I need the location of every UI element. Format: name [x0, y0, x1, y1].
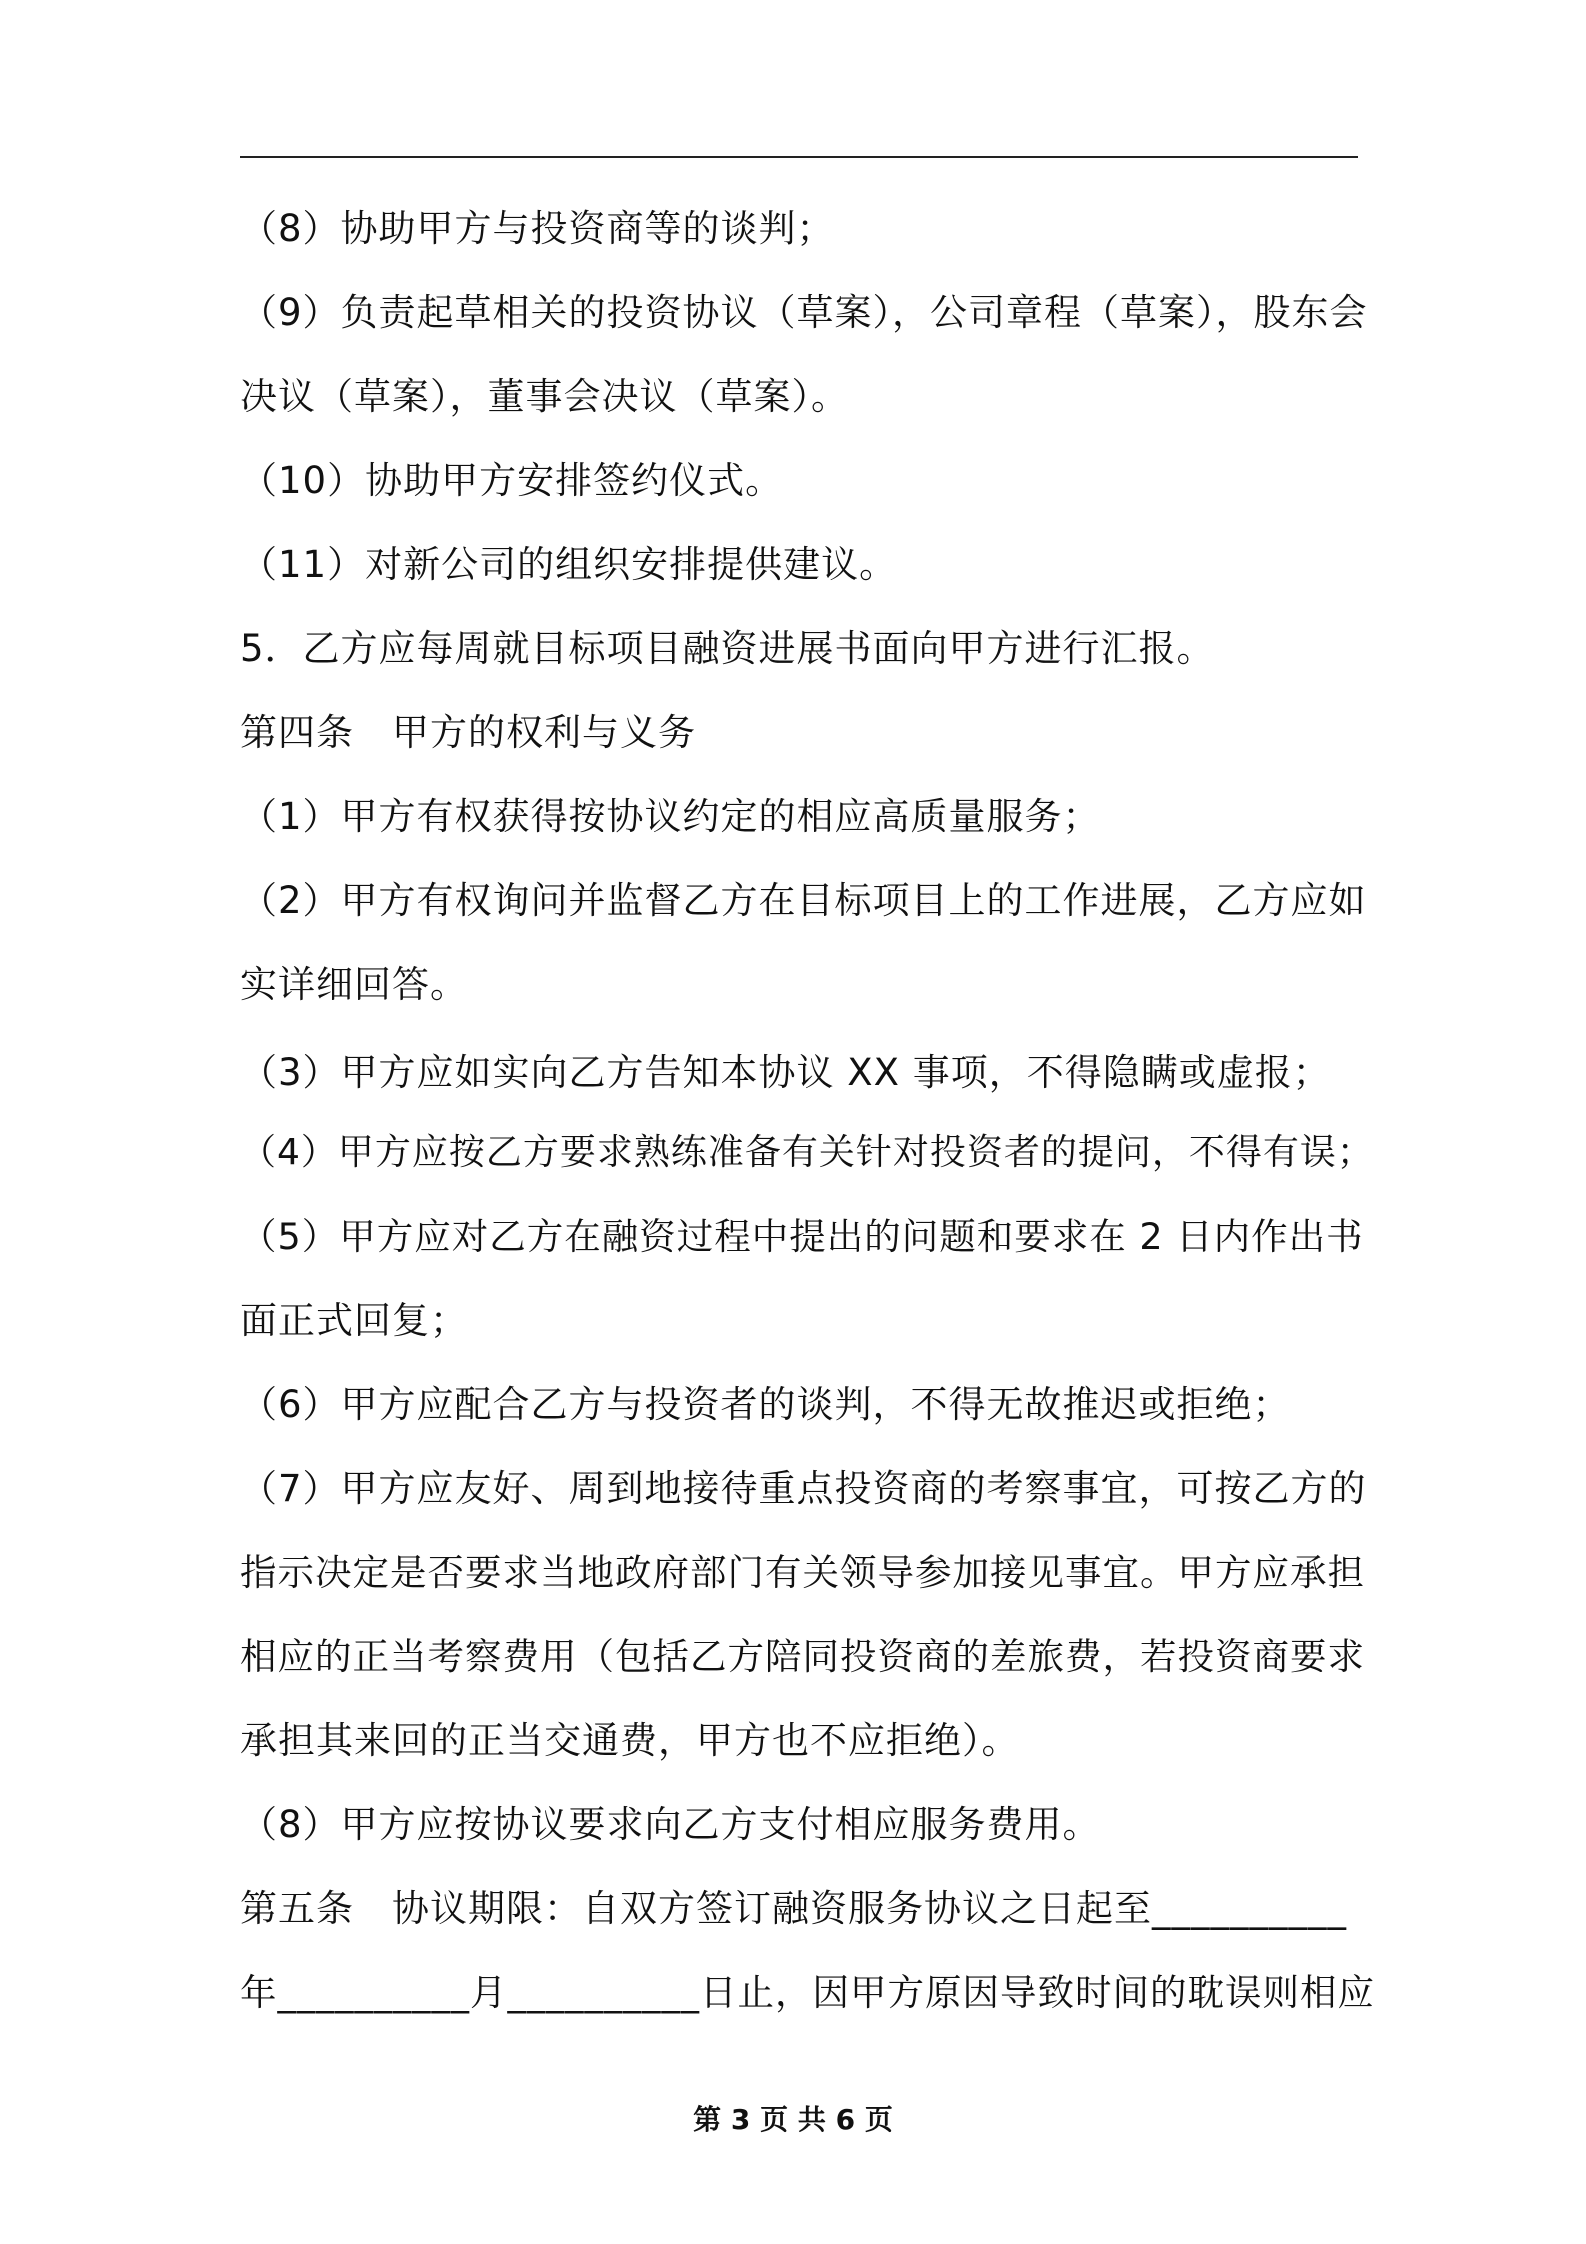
header-rule — [240, 156, 1358, 158]
text-line: 年__________月__________日止，因甲方原因导致时间的耽误则相应 — [240, 1971, 1375, 2014]
section-heading: 第五条 协议期限：自双方签订融资服务协议之日起至__________ — [240, 1887, 1347, 1930]
text-line: （9）负责起草相关的投资协议（草案），公司章程（草案），股东会 — [240, 291, 1368, 334]
text-line: 5．乙方应每周就目标项目融资进展书面向甲方进行汇报。 — [240, 627, 1215, 670]
text-line: （3）甲方应如实向乙方告知本协议 XX 事项，不得隐瞒或虚报； — [240, 1051, 1331, 1094]
text-line: （2）甲方有权询问并监督乙方在目标项目上的工作进展，乙方应如 — [240, 879, 1367, 922]
text-line: （4）甲方应按乙方要求熟练准备有关针对投资者的提问，不得有误； — [240, 1132, 1374, 1173]
text-line: 相应的正当考察费用（包括乙方陪同投资商的差旅费，若投资商要求 — [240, 1635, 1365, 1678]
text-line: （8）协助甲方与投资商等的谈判； — [240, 207, 835, 250]
text-line: （7）甲方应友好、周到地接待重点投资商的考察事宜，可按乙方的 — [240, 1467, 1367, 1510]
text-line: （11）对新公司的组织安排提供建议。 — [240, 543, 898, 586]
text-line: （6）甲方应配合乙方与投资者的谈判，不得无故推迟或拒绝； — [240, 1383, 1291, 1426]
text-line: （10）协助甲方安排签约仪式。 — [240, 459, 784, 502]
text-line: （1）甲方有权获得按协议约定的相应高质量服务； — [240, 795, 1101, 838]
text-line: 面正式回复； — [240, 1299, 468, 1342]
section-heading: 第四条 甲方的权利与义务 — [240, 711, 696, 754]
text-line: 实详细回答。 — [240, 963, 468, 1006]
text-line: （8）甲方应按协议要求向乙方支付相应服务费用。 — [240, 1803, 1101, 1846]
text-line: 指示决定是否要求当地政府部门有关领导参加接见事宜。甲方应承担 — [240, 1551, 1365, 1594]
text-line: （5）甲方应对乙方在融资过程中提出的问题和要求在 2 日内作出书 — [240, 1215, 1364, 1258]
page-number: 第 3 页 共 6 页 — [693, 2103, 893, 2136]
text-line: 承担其来回的正当交通费，甲方也不应拒绝）。 — [240, 1719, 1020, 1762]
text-line: 决议（草案），董事会决议（草案）。 — [240, 375, 849, 418]
